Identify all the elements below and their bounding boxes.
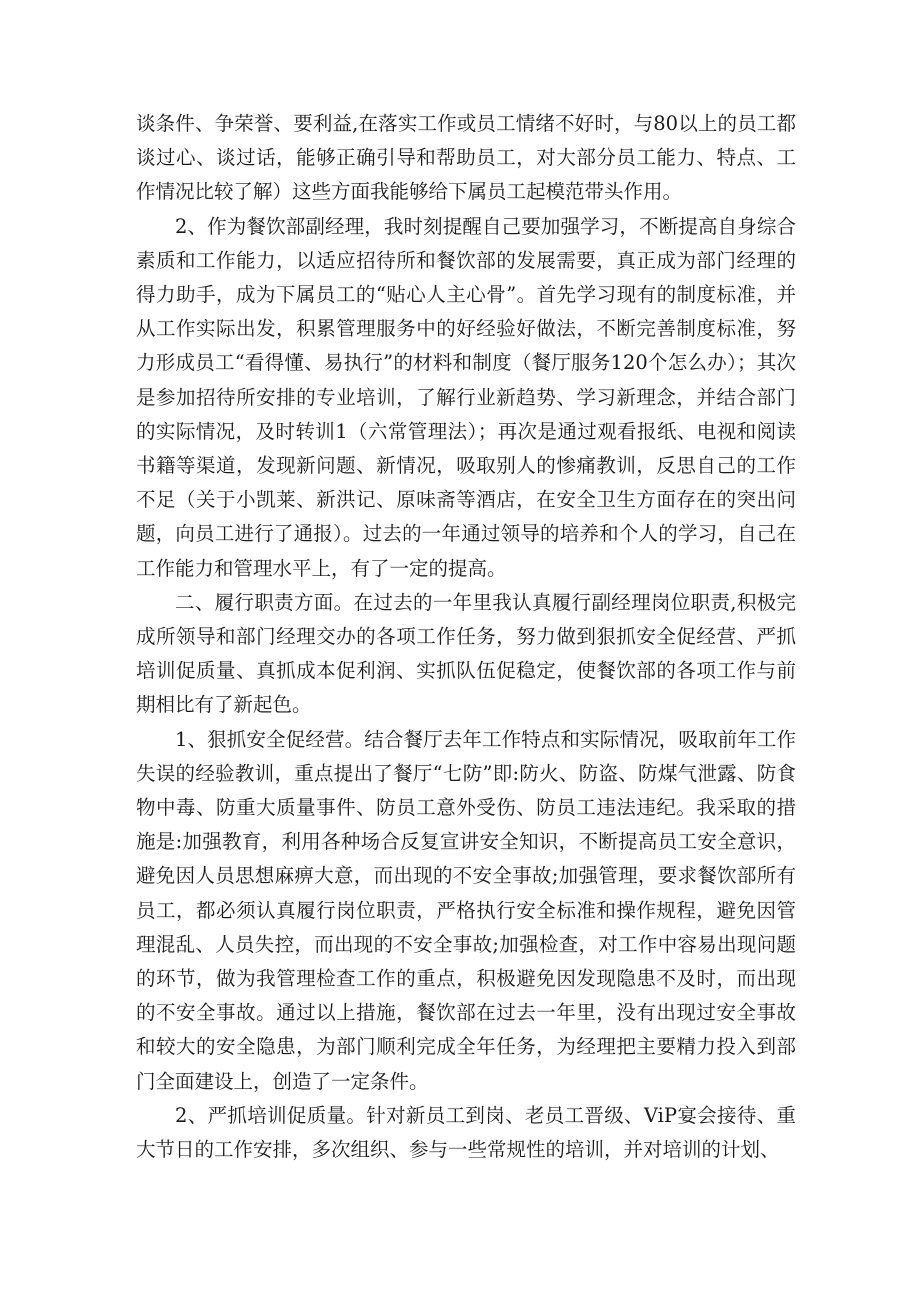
paragraph-2: 2、作为餐饮部副经理，我时刻提醒自己要加强学习，不断提高自身综合素质和工作能力，以适应招待所和餐饮部的发展需要，真正成为部门经理的得力助手，成为下属员工的“贴心人主心骨”。首先学习现有的制度标准，并从工作实际出发，积累管理服务中的好经验好做法，不断完善制度标准，努力形成员工“看得懂、易执行”的材料和制度（餐厅服务120个怎么办）；其次是参加招待所安排的专业培训，了解行业新趋势、学习新理念，并结合部门的实际情况，及时转训1（六常管理法）；再次是通过观看报纸、电视和阅读书籍等渠道，发现新问题、新情况，吸取别人的惨痛教训，反思自己的工作不足（关于小凯莱、新洪记、原味斋等酒店，在安全卫生方面存在的突出问题，向员工进行了通报）。过去的一年通过领导的培养和个人的学习，自己在工作能力和管理水平上，有了一定的提高。 <box>136 214 796 580</box>
paragraph-3: 二、履行职责方面。在过去的一年里我认真履行副经理岗位职责,积极完成所领导和部门经理交办的各项工作任务，努力做到狠抓安全促经营、严抓培训促质量、真抓成本促利润、实抓队伍促稳定，使餐饮部的各项工作与前期相比有了新起色。 <box>136 590 796 717</box>
paragraph-4: 1、狠抓安全促经营。结合餐厅去年工作特点和实际情况，吸取前年工作失误的经验教训，重点提出了餐厅“七防”即:防火、防盗、防煤气泄露、防食物中毒、防重大质量事件、防员工意外受伤、防员工违法违纪。我采取的措施是:加强教育，利用各种场合反复宣讲安全知识，不断提高员工安全意识，避免因人员思想麻痹大意，而出现的不安全事故;加强管理，要求餐饮部所有员工，都必须认真履行岗位职责，严格执行安全标准和操作规程，避免因管理混乱、人员失控，而出现的不安全事故;加强检查，对工作中容易出现问题的环节，做为我管理检查工作的重点，积极避免因发现隐患不及时，而出现的不安全事故。通过以上措施，餐饮部在过去一年里，没有出现过安全事故和较大的安全隐患，为部门顺利完成全年任务，为经理把主要精力投入到部门全面建设上，创造了一定条件。 <box>136 727 796 1093</box>
paragraph-1: 谈条件、争荣誉、要利益,在落实工作或员工情绪不好时，与80以上的员工都谈过心、谈过话，能够正确引导和帮助员工，对大部分员工能力、特点、工作情况比较了解）这些方面我能够给下属员工起模范带头作用。 <box>136 112 796 204</box>
document-body <box>136 107 796 1167</box>
paragraph-5: 2、严抓培训促质量。针对新员工到岗、老员工晋级、ViP宴会接待、重大节日的工作安排，多次组织、参与一些常规性的培训，并对培训的计划、 <box>136 1103 796 1162</box>
